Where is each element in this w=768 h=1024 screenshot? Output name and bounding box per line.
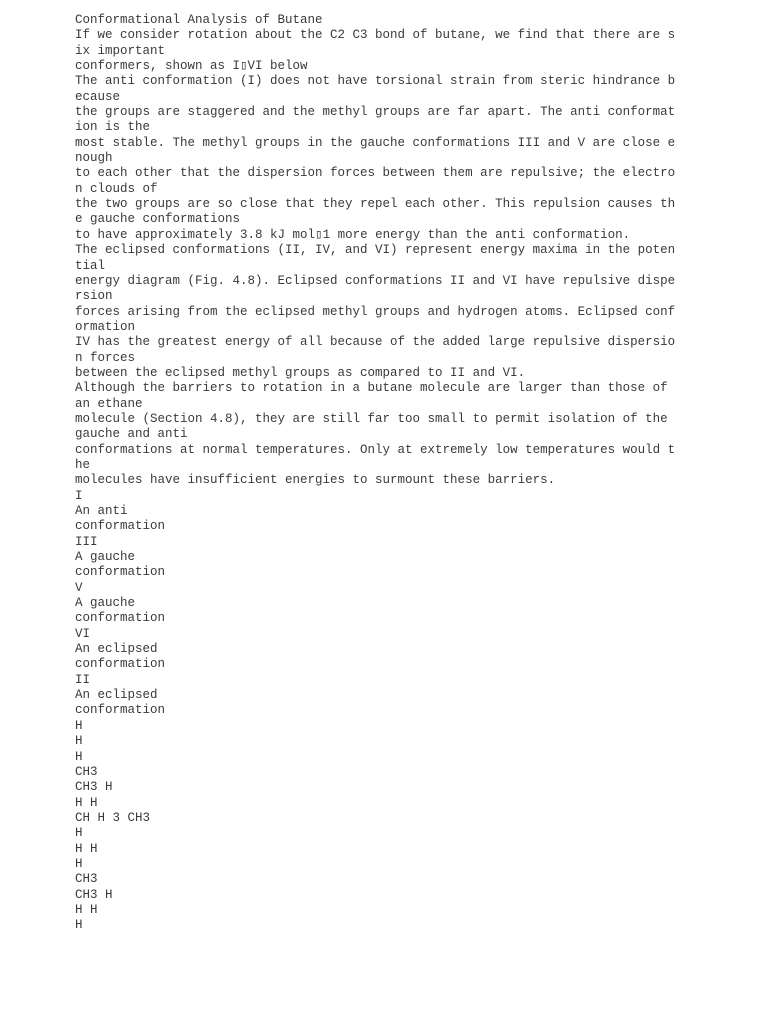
text-line: ecause <box>75 89 121 104</box>
text-line: n forces <box>75 350 136 365</box>
text-line: Although the barriers to rotation in a butane molecule are larger than those of <box>75 381 668 396</box>
text-line: A gauche <box>75 550 136 565</box>
text-line: H <box>75 856 83 871</box>
text-line: H <box>75 749 83 764</box>
text-line: An anti <box>75 504 128 518</box>
text-line: H H <box>75 795 98 810</box>
text-line: An eclipsed <box>75 688 158 703</box>
text-line: A gauche <box>75 596 136 611</box>
text-line: between the eclipsed methyl groups as compared to II and VI. <box>75 365 526 380</box>
text-line: ix important <box>75 43 166 58</box>
text-line: conformation <box>75 519 166 534</box>
text-line: rsion <box>75 289 113 304</box>
text-line: I <box>75 488 83 503</box>
text-line: nough <box>75 151 113 166</box>
text-line: ormation <box>75 319 136 334</box>
text-line: H H <box>75 902 98 917</box>
text-line: the groups are staggered and the methyl groups are far apart. The anti conformat <box>75 105 676 120</box>
text-line: to each other that the dispersion forces between them are repulsive; the electro <box>75 166 676 181</box>
text-line: CH3 H <box>75 887 113 902</box>
text-line: H <box>75 718 83 733</box>
text-line: conformation <box>75 565 166 580</box>
document-text <box>75 13 755 934</box>
text-line: conformation <box>75 611 166 626</box>
text-line: Conformational Analysis of Butane <box>75 13 323 27</box>
text-line: gauche and anti <box>75 427 188 442</box>
text-line: II <box>75 672 91 687</box>
text-line: If we consider rotation about the C2 C3 bond of butane, we find that there are s <box>75 28 676 43</box>
text-line: an ethane <box>75 396 143 411</box>
text-line: VI <box>75 626 91 641</box>
text-line: H <box>75 826 83 841</box>
text-line: CH3 <box>75 764 98 779</box>
text-line: conformation <box>75 703 166 718</box>
text-line: V <box>75 580 83 595</box>
text-line: molecule (Section 4.8), they are still far too small to permit isolation of the <box>75 411 668 426</box>
text-line: conformation <box>75 657 166 672</box>
text-line: forces arising from the eclipsed methyl groups and hydrogen atoms. Eclipsed conf <box>75 304 676 319</box>
text-line: CH3 <box>75 872 98 887</box>
text-line: H H <box>75 841 98 856</box>
text-line: most stable. The methyl groups in the gauche conformations III and V are close e <box>75 135 676 150</box>
text-line: ion is the <box>75 120 151 135</box>
text-line: H <box>75 918 83 933</box>
text-line: e gauche conformations <box>75 212 241 227</box>
text-line: to have approximately 3.8 kJ mol▯1 more energy than the anti conformation. <box>75 227 631 242</box>
text-line: CH H 3 CH3 <box>75 810 151 825</box>
text-line: n clouds of <box>75 181 158 196</box>
text-line: he <box>75 457 91 472</box>
text-line: H <box>75 734 83 749</box>
text-line: The eclipsed conformations (II, IV, and VI) represent energy maxima in the poten <box>75 243 676 258</box>
text-line: IV has the greatest energy of all because of the added large repulsive dispersio <box>75 335 676 350</box>
text-line: conformers, shown as I▯VI below <box>75 59 308 74</box>
text-line: The anti conformation (I) does not have torsional strain from steric hindrance b <box>75 74 676 89</box>
text-line: CH3 H <box>75 780 113 795</box>
text-line: III <box>75 534 98 549</box>
text-line: conformations at normal temperatures. Only at extremely low temperatures would t <box>75 442 676 457</box>
text-line: An eclipsed <box>75 642 158 657</box>
text-line: tial <box>75 258 106 273</box>
text-line: energy diagram (Fig. 4.8). Eclipsed conformations II and VI have repulsive dispe <box>75 273 676 288</box>
text-line: molecules have insufficient energies to surmount these barriers. <box>75 473 556 488</box>
text-line: the two groups are so close that they repel each other. This repulsion causes th <box>75 197 676 212</box>
